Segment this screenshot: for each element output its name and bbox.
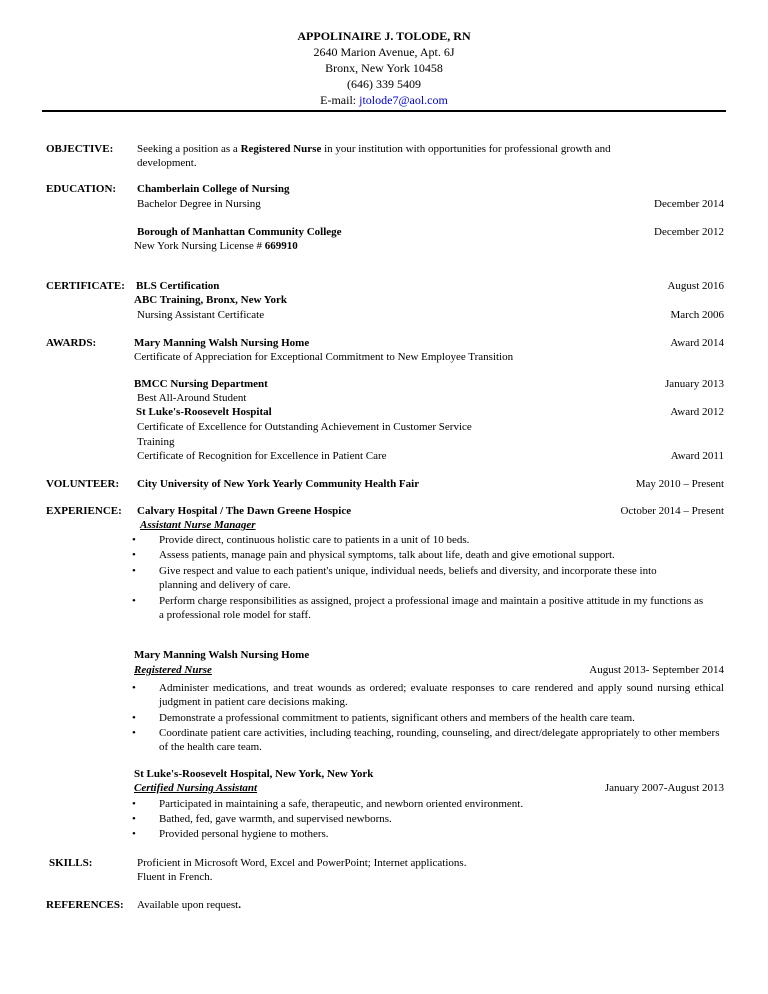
objective-text: Seeking a position as a Registered Nurse in your institution with opportunities for professional growth and — [137, 143, 611, 155]
award-org-1: Mary Manning Walsh Nursing Home — [134, 337, 310, 349]
certificate-date-1: August 2016 — [667, 280, 724, 292]
references-text: Available upon request. — [137, 899, 241, 911]
address-line-2: Bronx, New York 10458 — [325, 61, 443, 75]
certificate-label: CERTIFICATE: — [46, 280, 125, 292]
awards-label: AWARDS: — [46, 337, 97, 349]
volunteer-org: City University of New York Yearly Community Health Fair — [137, 478, 420, 490]
award-detail-3-line2: Training — [137, 436, 175, 448]
job-1-org: Calvary Hospital / The Dawn Greene Hospice — [137, 505, 352, 517]
email-link[interactable]: jtolode7@aol.com — [359, 93, 448, 107]
award-detail-1: Certificate of Appreciation for Exceptional Commitment to New Employee Transition — [134, 351, 514, 363]
education-label: EDUCATION: — [46, 183, 117, 195]
job-2-title: Registered Nurse — [134, 664, 212, 676]
email-label: E-mail: — [320, 93, 360, 107]
header-divider — [42, 110, 726, 112]
award-date-2: January 2013 — [665, 378, 724, 390]
award-detail-4: Certificate of Recognition for Excellence in Patient Care — [137, 450, 387, 462]
applicant-name: APPOLINAIRE J. TOLODE, RN — [297, 29, 471, 43]
certificate-org: ABC Training, Bronx, New York — [134, 294, 288, 306]
job-3-date: January 2007-August 2013 — [604, 782, 724, 794]
license-number: 669910 — [264, 240, 298, 252]
education-school-2: Borough of Manhattan Community College — [137, 226, 342, 238]
phone-number: (646) 339 5409 — [347, 77, 421, 91]
award-org-2: BMCC Nursing Department — [134, 378, 268, 390]
volunteer-date: May 2010 – Present — [635, 478, 724, 490]
job-2-date: August 2013- September 2014 — [589, 664, 724, 676]
award-detail-2: Best All-Around Student — [137, 392, 247, 404]
job-1-date: October 2014 – Present — [620, 505, 724, 517]
education-detail-2: New York Nursing License # 669910 — [134, 240, 298, 252]
objective-role: Registered Nurse — [240, 143, 322, 155]
experience-label: EXPERIENCE: — [46, 505, 122, 517]
job-3-org: St Luke's-Roosevelt Hospital, New York, New York — [134, 768, 374, 780]
certificate-date-2: March 2006 — [670, 309, 724, 321]
certificate-detail: Nursing Assistant Certificate — [137, 309, 265, 321]
award-date-3: Award 2012 — [670, 406, 724, 418]
education-detail-1: Bachelor Degree in Nursing — [137, 198, 261, 210]
skills-line-1: Proficient in Microsoft Word, Excel and PowerPoint; Internet applications. — [137, 857, 467, 869]
education-date-1: December 2014 — [654, 198, 724, 210]
award-date-4: Award 2011 — [670, 450, 724, 462]
skills-label: SKILLS: — [49, 857, 93, 869]
job-1-title: Assistant Nurse Manager — [140, 519, 256, 531]
award-detail-3: Certificate of Excellence for Outstanding Achievement in Customer Service — [137, 421, 472, 433]
award-date-1: Award 2014 — [670, 337, 724, 349]
education-date-2: December 2012 — [654, 226, 724, 238]
objective-text-line2: development. — [137, 157, 197, 169]
objective-label: OBJECTIVE: — [46, 143, 114, 155]
skills-line-2: Fluent in French. — [137, 871, 213, 883]
references-label: REFERENCES: — [46, 899, 124, 911]
job-2-org: Mary Manning Walsh Nursing Home — [134, 649, 310, 661]
award-org-3: St Luke's-Roosevelt Hospital — [136, 406, 272, 418]
email-line — [0, 93, 768, 108]
education-school-1: Chamberlain College of Nursing — [137, 183, 290, 195]
certificate-title: BLS Certification — [136, 280, 220, 292]
job-3-title: Certified Nursing Assistant — [134, 782, 258, 794]
volunteer-label: VOLUNTEER: — [46, 478, 120, 490]
address-line-1: 2640 Marion Avenue, Apt. 6J — [313, 45, 455, 59]
